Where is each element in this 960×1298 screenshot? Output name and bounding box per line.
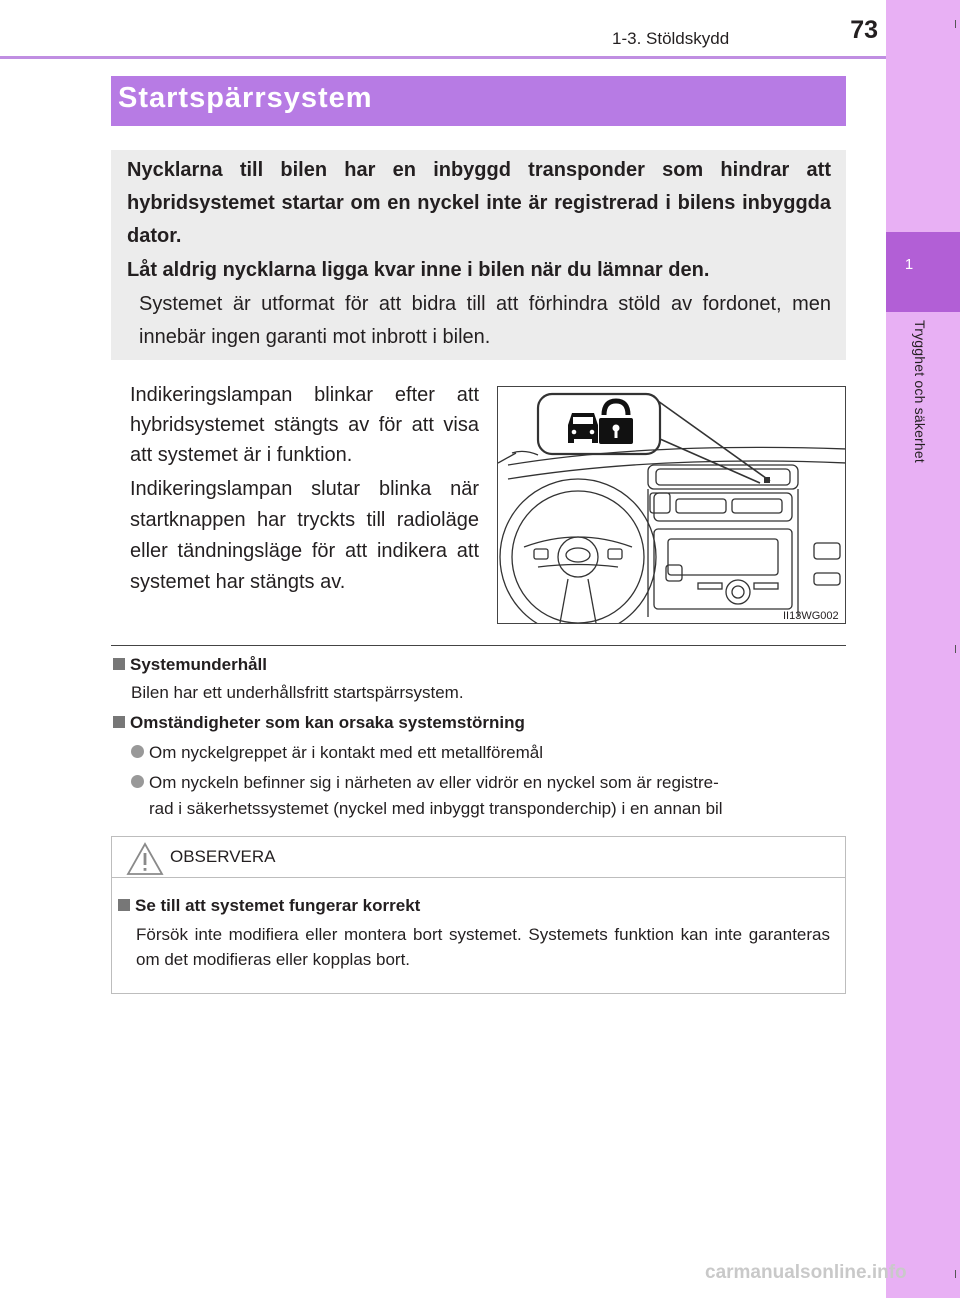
note-heading-text: Systemunderhåll (130, 655, 267, 674)
bullet-item: Om nyckelgreppet är i kontakt med ett metallföremål (149, 743, 543, 762)
margin-tick (955, 20, 956, 28)
dashboard-illustration (497, 386, 846, 624)
square-bullet-icon (113, 716, 125, 728)
caution-title: OBSERVERA (170, 847, 276, 866)
bullet-item-line: rad i säkerhetssystemet (nyckel med inbyggt transponderchip) i en annan bil (149, 799, 723, 818)
header-rule (0, 56, 886, 59)
chapter-label: Trygghet och säkerhet (912, 320, 928, 463)
round-bullet-icon (131, 772, 149, 792)
chapter-sidebar (886, 0, 960, 1298)
section-reference: 1-3. Stöldskydd (612, 29, 730, 48)
intro-warning: Låt aldrig nycklarna ligga kvar inne i bilen när du lämnar den. (127, 259, 710, 281)
lock-indicator-icon (568, 401, 633, 444)
warning-icon (126, 842, 164, 876)
page-title: Startspärrsystem (118, 82, 373, 114)
page-number: 73 (850, 16, 878, 44)
dashboard-drawing (498, 387, 846, 624)
section-divider (111, 645, 846, 646)
chapter-number: 1 (904, 256, 914, 273)
caution-heading (118, 896, 420, 916)
figure-code: II13WG002 (783, 610, 839, 622)
body-paragraph: Indikeringslampan slutar blinka när startknappen har tryckts till radioläge eller tändningsläge för att indikera att systemet har stängts av. (130, 478, 479, 593)
caution-rule (111, 877, 846, 878)
caution-text: Försök inte modifiera eller montera bort systemet. Systemets funktion kan inte garanteras om det modifieras eller kopplas bort. (136, 925, 830, 969)
intro-paragraph: Nycklarna till bilen har en inbyggd transponder som hindrar att hybridsystemet startar om en nyckel inte är registrerad i bilens inbyggda dator. (127, 159, 831, 247)
indicator-light-icon (764, 477, 770, 483)
round-bullet-icon (131, 742, 149, 762)
margin-tick (955, 645, 956, 653)
caution-heading-text: Se till att systemet fungerar korrekt (135, 896, 421, 915)
note-text: Bilen har ett underhållsfritt startspärrsystem. (131, 683, 464, 702)
intro-note: Systemet är utformat för att bidra till att förhindra stöld av fordonet, men innebär ingen garanti mot inbrott i bilen. (139, 293, 831, 348)
note-heading-malfunction (113, 713, 525, 733)
note-heading-maintenance (113, 655, 267, 675)
watermark: carmanualsonline.info (705, 1262, 907, 1283)
square-bullet-icon (118, 899, 130, 911)
margin-tick (955, 1270, 956, 1278)
note-heading-text: Omständigheter som kan orsaka systemstörning (130, 713, 525, 732)
bullet-item-line: Om nyckeln befinner sig i närheten av eller vidrör en nyckel som är registre- (149, 773, 719, 792)
body-paragraph: Indikeringslampan blinkar efter att hybridsystemet stängts av för att visa att systemet är i funktion. (130, 384, 479, 466)
square-bullet-icon (113, 658, 125, 670)
